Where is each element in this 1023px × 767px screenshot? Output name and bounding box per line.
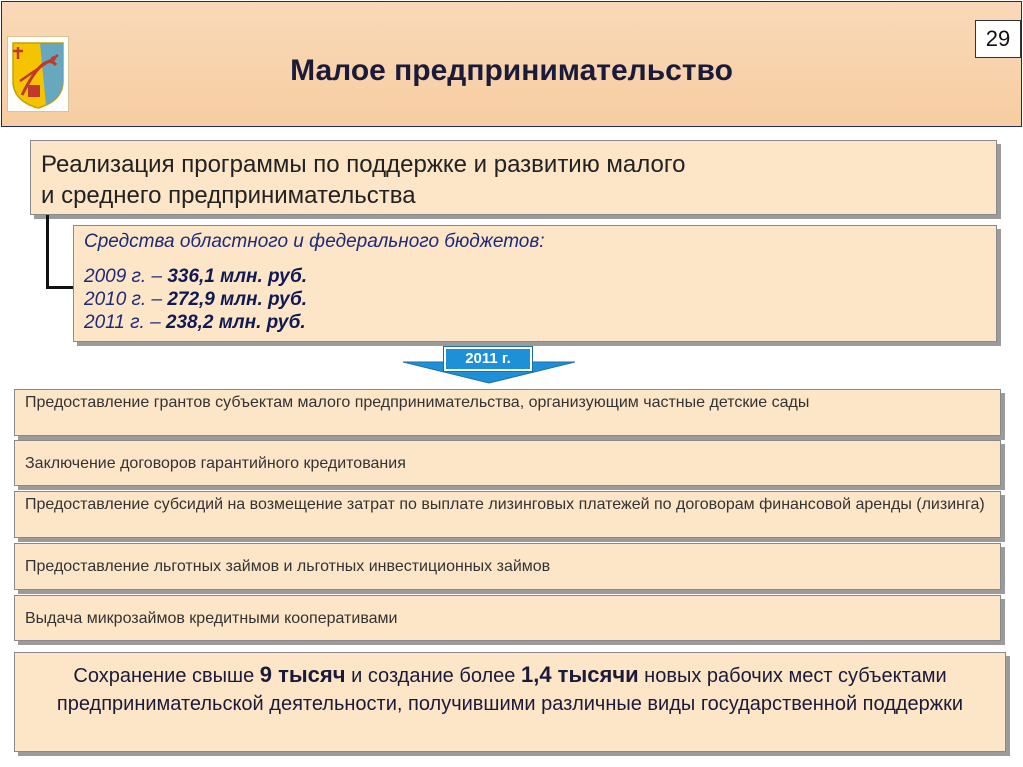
budget-amount: 272,9 млн. руб.: [167, 289, 308, 310]
program-title-line-1: Реализация программы по поддержке и развитию малого: [41, 151, 686, 178]
budget-amount: 238,2 млн. руб.: [165, 312, 306, 333]
tree-connector-line: [46, 215, 73, 289]
budget-row: 2010 г. – 272,9 млн. руб.: [84, 289, 308, 310]
year-label-badge: 2011 г.: [444, 347, 532, 371]
page-title: Малое предпринимательство: [290, 54, 733, 87]
budget-row: 2009 г. – 336,1 млн. руб.: [84, 266, 308, 287]
slide-header: [1, 1, 1022, 127]
measure-item: Предоставление льготных займов и льготных инвестиционных займов: [14, 543, 1001, 590]
result-box: Сохранение свыше 9 тысяч и создание более 1,4 тысячи новых рабочих мест субъектами предпринимательской деятельности, получившими различные виды государственной поддержки: [14, 652, 1006, 752]
measure-item: Предоставление грантов субъектам малого предпринимательства, организующим частные детские сады: [14, 389, 1001, 436]
measure-item: Выдача микрозаймов кредитными кооперативами: [14, 595, 1001, 641]
measure-item: Предоставление субсидий на возмещение затрат по выплате лизинговых платежей по договорам финансовой аренды (лизинга): [14, 491, 1001, 538]
measure-item: Заключение договоров гарантийного кредитования: [14, 440, 1001, 486]
result-value-saved-jobs: 9 тысяч: [259, 662, 346, 687]
program-title-line-2: и среднего предпринимательства: [41, 182, 416, 209]
program-title-box: [30, 140, 997, 215]
budget-heading: Средства областного и федерального бюджетов:: [84, 231, 545, 252]
result-value-new-jobs: 1,4 тысячи: [520, 662, 639, 687]
budget-amount: 336,1 млн. руб.: [167, 266, 308, 287]
budget-box: [73, 225, 997, 342]
page-number: 29: [975, 20, 1021, 58]
budget-row: 2011 г. – 238,2 млн. руб.: [84, 312, 306, 333]
